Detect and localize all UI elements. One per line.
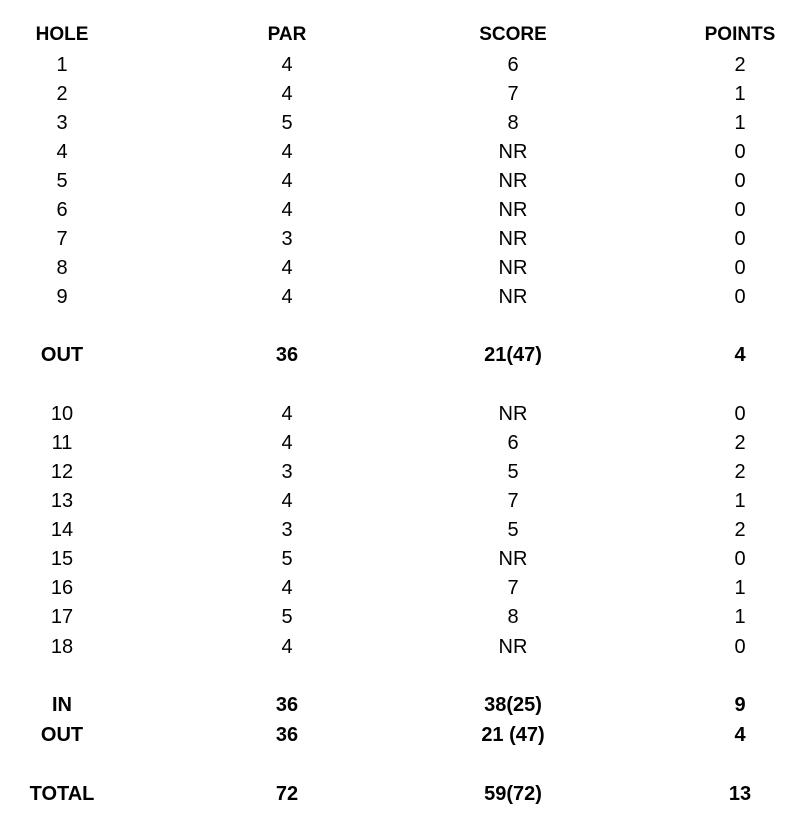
hole-points: 2: [734, 432, 746, 454]
hole-points: 0: [734, 286, 746, 308]
out-repeat-row: [0, 721, 802, 750]
hole-points: 0: [734, 141, 746, 163]
summary-par: 36: [275, 694, 299, 716]
hole-par: 4: [281, 577, 293, 599]
hole-points: 1: [734, 490, 746, 512]
hole-row-5: [0, 167, 802, 196]
hole-points: 2: [734, 519, 746, 541]
summary-par: 36: [275, 344, 299, 366]
hole-row-14: [0, 516, 802, 545]
hole-row-18: [0, 633, 802, 662]
total-label: TOTAL: [29, 783, 95, 805]
hole-score: NR: [498, 636, 528, 658]
hole-par: 3: [281, 519, 293, 541]
hole-par: 4: [281, 636, 293, 658]
hole-row-8: [0, 254, 802, 283]
hole-par: 5: [281, 548, 293, 570]
hole-number: 6: [56, 199, 68, 221]
hole-score: NR: [498, 257, 528, 279]
hole-score: 7: [507, 83, 519, 105]
hole-par: 4: [281, 257, 293, 279]
hole-score: NR: [498, 403, 528, 425]
total-score: 59(72): [484, 783, 542, 805]
summary-points: 4: [734, 724, 746, 746]
hole-number: 14: [50, 519, 74, 541]
hole-points: 1: [734, 606, 746, 628]
hole-points: 2: [734, 461, 746, 483]
hole-number: 8: [56, 257, 68, 279]
hole-row-15: [0, 545, 802, 574]
hole-par: 4: [281, 141, 293, 163]
summary-points: 4: [734, 344, 746, 366]
hole-number: 10: [50, 403, 74, 425]
summary-score: 38(25): [484, 694, 542, 716]
hole-row-10: [0, 400, 802, 429]
header-score: SCORE: [479, 24, 547, 45]
hole-par: 4: [281, 54, 293, 76]
summary-score: 21 (47): [481, 724, 545, 746]
header-row: [0, 20, 802, 49]
header-par: PAR: [267, 24, 307, 45]
hole-row-7: [0, 225, 802, 254]
hole-par: 4: [281, 490, 293, 512]
hole-par: 4: [281, 83, 293, 105]
hole-score: NR: [498, 170, 528, 192]
summary-label: OUT: [40, 344, 84, 366]
hole-score: 7: [507, 577, 519, 599]
hole-score: 8: [507, 606, 519, 628]
hole-par: 3: [281, 461, 293, 483]
summary-points: 9: [734, 694, 746, 716]
hole-row-2: [0, 80, 802, 109]
hole-points: 0: [734, 170, 746, 192]
hole-number: 17: [50, 606, 74, 628]
hole-number: 15: [50, 548, 74, 570]
hole-row-6: [0, 196, 802, 225]
hole-par: 4: [281, 432, 293, 454]
hole-points: 0: [734, 199, 746, 221]
hole-par: 5: [281, 112, 293, 134]
hole-number: 16: [50, 577, 74, 599]
hole-row-17: [0, 603, 802, 632]
hole-points: 2: [734, 54, 746, 76]
hole-row-1: [0, 51, 802, 80]
hole-row-4: [0, 138, 802, 167]
summary-score: 21(47): [484, 344, 542, 366]
hole-score: 5: [507, 461, 519, 483]
hole-par: 4: [281, 403, 293, 425]
hole-row-13: [0, 487, 802, 516]
hole-number: 12: [50, 461, 74, 483]
hole-points: 1: [734, 112, 746, 134]
hole-points: 0: [734, 548, 746, 570]
total-points: 13: [728, 783, 752, 805]
hole-number: 5: [56, 170, 68, 192]
hole-number: 11: [51, 432, 73, 454]
header-points: POINTS: [704, 24, 776, 45]
hole-number: 2: [56, 83, 68, 105]
hole-row-3: [0, 109, 802, 138]
in-summary-row: [0, 691, 802, 720]
hole-number: 3: [56, 112, 68, 134]
header-hole: HOLE: [35, 24, 89, 45]
hole-row-16: [0, 574, 802, 603]
hole-points: 0: [734, 257, 746, 279]
summary-label: OUT: [40, 724, 84, 746]
hole-points: 0: [734, 403, 746, 425]
hole-number: 9: [56, 286, 68, 308]
hole-score: NR: [498, 199, 528, 221]
hole-score: 7: [507, 490, 519, 512]
hole-number: 18: [50, 636, 74, 658]
hole-score: 8: [507, 112, 519, 134]
hole-score: 6: [507, 54, 519, 76]
hole-number: 7: [56, 228, 68, 250]
total-par: 72: [275, 783, 299, 805]
hole-score: NR: [498, 141, 528, 163]
hole-row-11: [0, 429, 802, 458]
hole-number: 4: [56, 141, 68, 163]
hole-score: 5: [507, 519, 519, 541]
hole-par: 5: [281, 606, 293, 628]
hole-score: NR: [498, 286, 528, 308]
hole-points: 1: [734, 577, 746, 599]
hole-row-12: [0, 458, 802, 487]
hole-points: 0: [734, 636, 746, 658]
hole-score: NR: [498, 228, 528, 250]
hole-par: 3: [281, 228, 293, 250]
hole-points: 1: [734, 83, 746, 105]
hole-par: 4: [281, 170, 293, 192]
total-row: [0, 780, 802, 809]
hole-points: 0: [734, 228, 746, 250]
hole-score: 6: [507, 432, 519, 454]
hole-score: NR: [498, 548, 528, 570]
hole-par: 4: [281, 286, 293, 308]
hole-par: 4: [281, 199, 293, 221]
out-summary-row: [0, 341, 802, 370]
summary-label: IN: [52, 694, 72, 716]
hole-number: 13: [50, 490, 74, 512]
summary-par: 36: [275, 724, 299, 746]
hole-number: 1: [56, 54, 68, 76]
hole-row-9: [0, 283, 802, 312]
